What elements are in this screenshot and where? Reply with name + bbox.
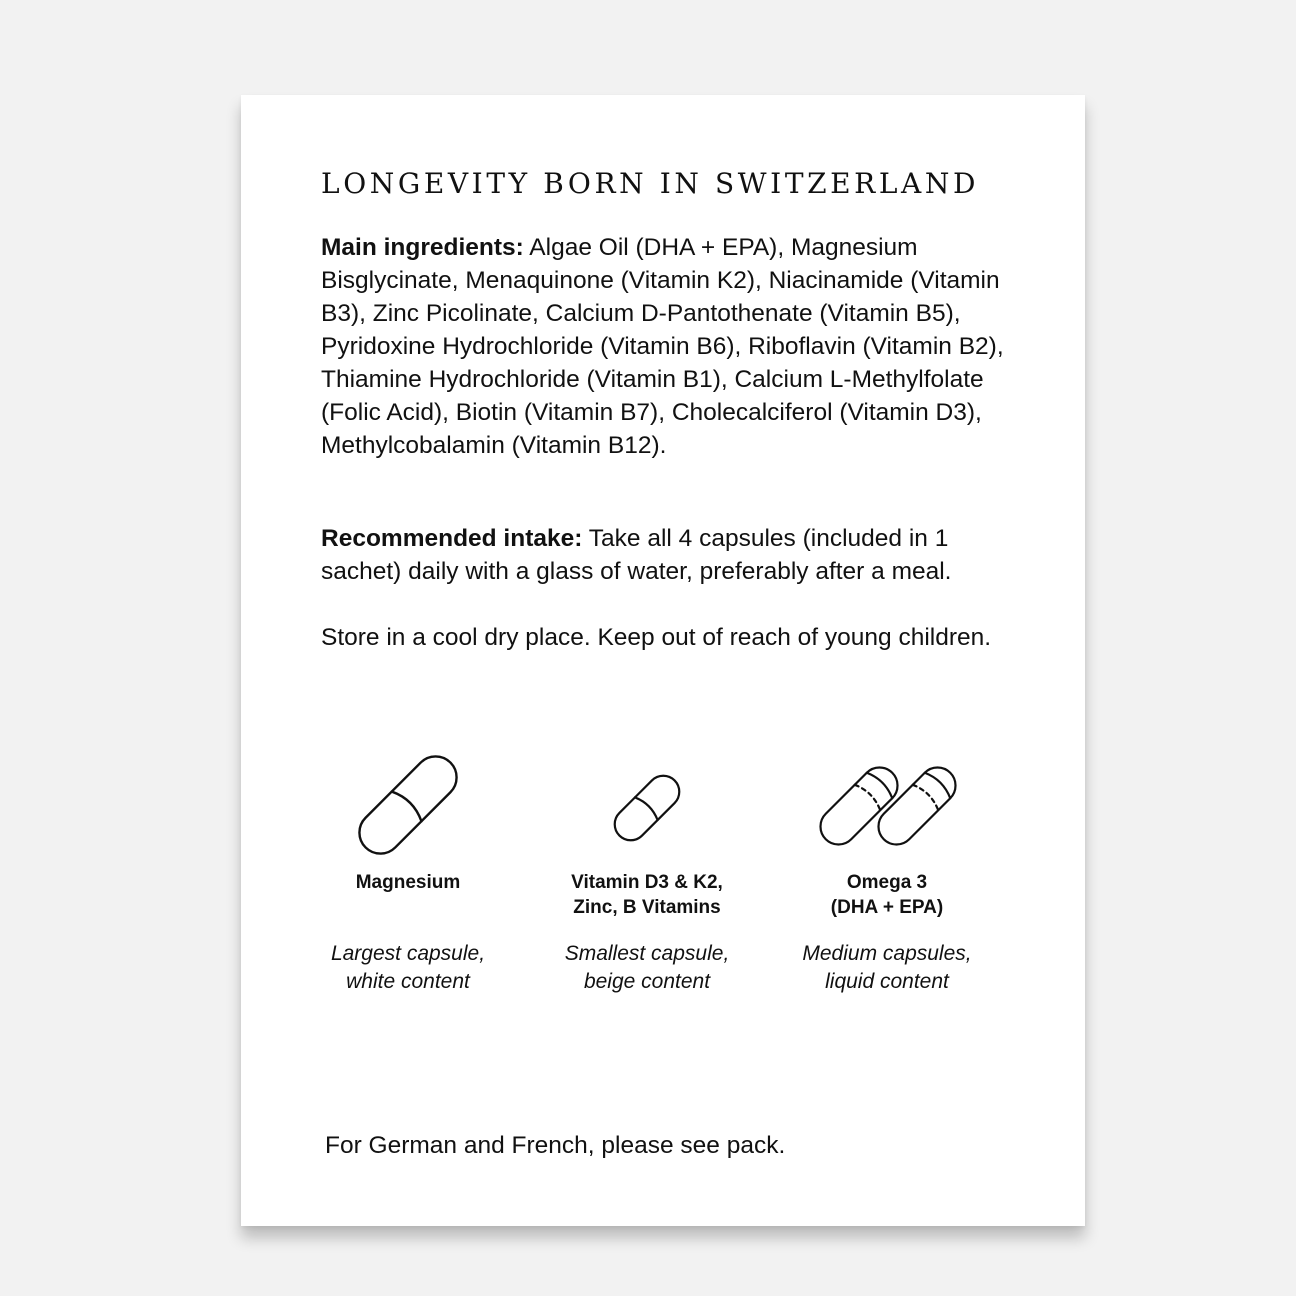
capsule-description: Smallest capsule, beige content (564, 942, 730, 993)
ingredients-text: Algae Oil (DHA + EPA), Magnesium Bisglycinate, Menaquinone (Vitamin K2), Niacinamide (Vitamin B3), Zinc Picolinate, Calcium D-Pantothenate (Vitamin B5), Pyridoxine Hydrochloride (Vitamin B6), Riboflavin (Vitamin B2), Thiamine Hydrochloride (Vitamin B1), Calcium L-Methylfolate (Folic Acid), Biotin (Vitamin B7), Cholecalciferol (Vitamin D3), Methylcobalamin (Vitamin B12). (321, 234, 1004, 459)
intake-label: Recommended intake: (321, 525, 583, 552)
capsule-name: Omega 3 (DHA + EPA) (830, 872, 944, 918)
storage-note: Store in a cool dry place. Keep out of reach of young children. (321, 624, 992, 651)
intake-paragraph (321, 522, 1021, 588)
small-capsule-icon (527, 755, 767, 855)
capsule-description: Largest capsule, white content (330, 942, 486, 993)
capsule-item-magnesium (288, 755, 528, 993)
capsule-description: Medium capsules, liquid content (802, 942, 972, 993)
capsule-item-vitamins (527, 755, 767, 993)
capsule-item-omega (767, 755, 1007, 993)
capsule-guide (321, 755, 1041, 1005)
intake-text: Take all 4 capsules (included in 1 sachet) daily with a glass of water, preferably after a meal. (321, 525, 952, 585)
language-note: For German and French, please see pack. (325, 1132, 786, 1159)
large-capsule-icon (288, 755, 528, 855)
ingredients-label: Main ingredients: (321, 234, 524, 261)
card-title: LONGEVITY BORN IN SWITZERLAND (321, 167, 980, 200)
capsule-name: Magnesium (355, 872, 461, 893)
double-capsule-icon (767, 755, 1007, 855)
insert-card (241, 95, 1085, 1226)
ingredients-paragraph (321, 231, 1021, 462)
capsule-name: Vitamin D3 & K2, Zinc, B Vitamins (571, 872, 723, 918)
